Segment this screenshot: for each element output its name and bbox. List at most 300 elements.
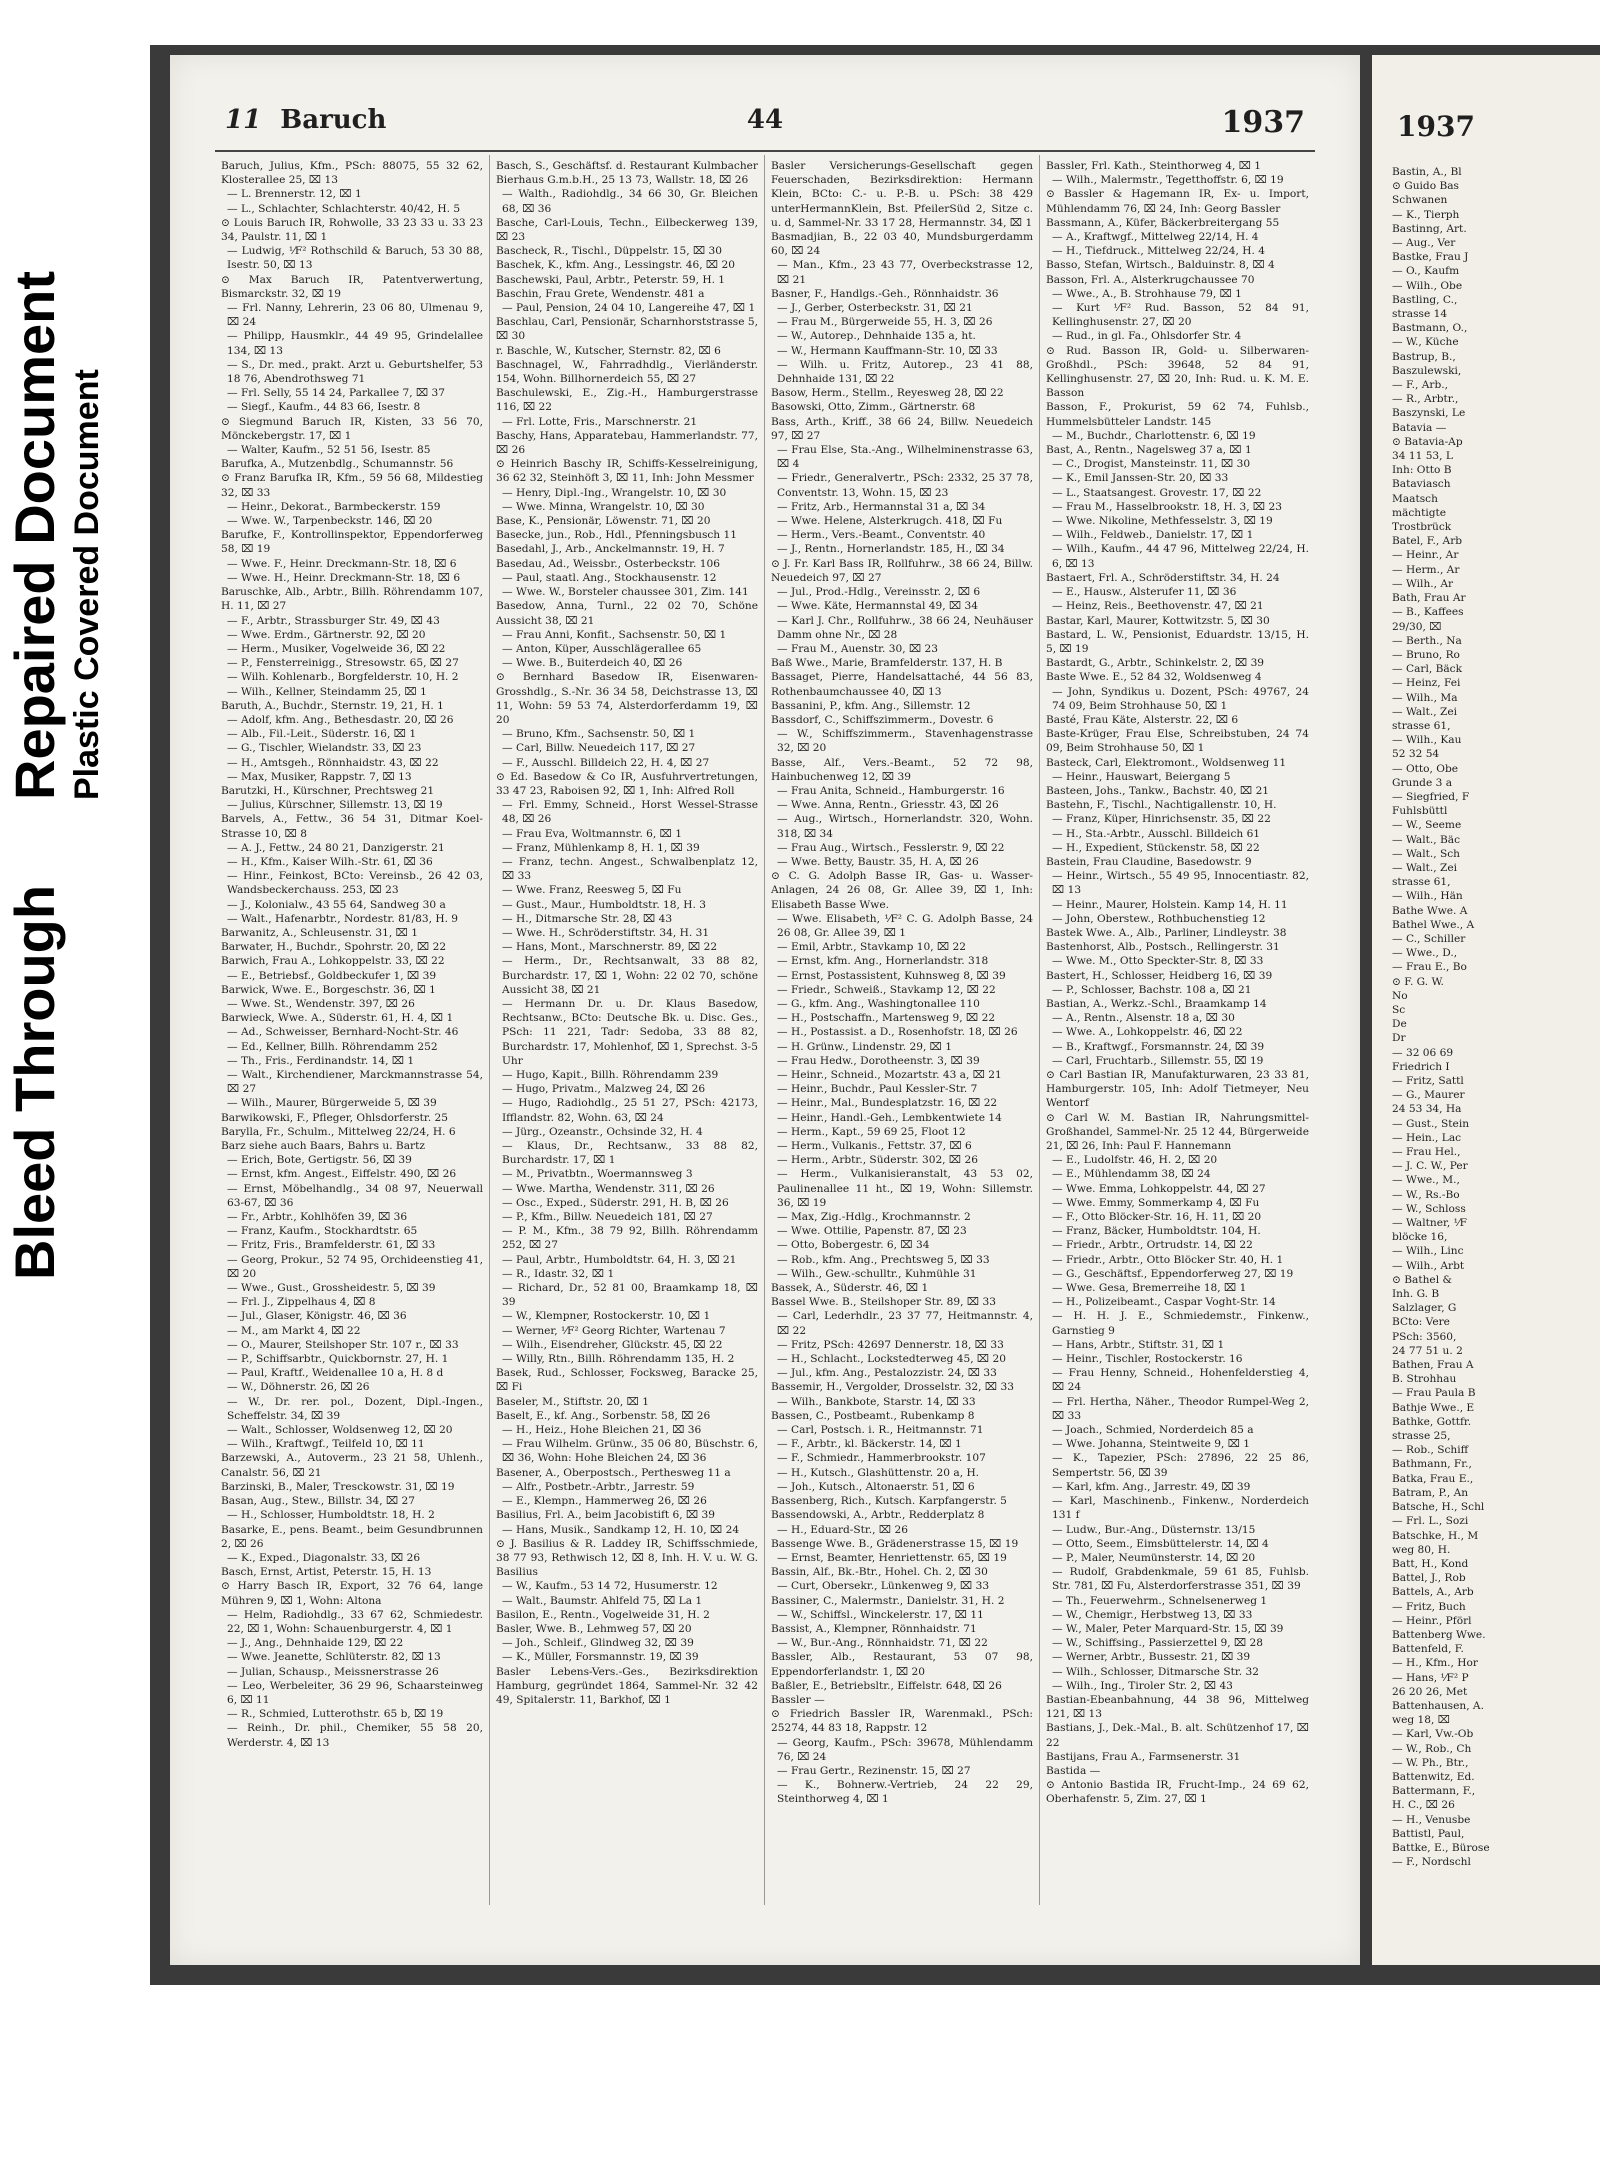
next-page-line: weg 18, ⌧ (1392, 1714, 1450, 1727)
directory-entry: Barzinski, B., Maler, Tresckowstr. 31, ⌧ 19 (221, 1480, 455, 1493)
directory-entry: Bastert, H., Schlosser, Heidberg 16, ⌧ 39 (1046, 969, 1273, 982)
directory-entry: — Otto, Bobergestr. 6, ⌧ 34 (777, 1239, 930, 1252)
directory-entry: Barwieck, Wwe. A., Süderstr. 61, H. 4, ⌧ 1 (221, 1012, 454, 1025)
directory-entry: — Fritz, Fris., Bramfelderstr. 61, ⌧ 33 (227, 1239, 436, 1252)
next-page-line: Battels, A., Arb (1392, 1586, 1474, 1599)
directory-entry: Bastenhorst, Alb., Postsch., Rellingerstr. 31 (1046, 941, 1280, 954)
directory-entry: — W., Klempner, Rostockerstr. 10, ⌧ 1 (502, 1310, 711, 1323)
directory-entry: — Walt., Kirchendiener, Marckmannstrasse 54, ⌧ 27 (227, 1069, 483, 1096)
directory-entry: — Wwe. Martha, Wendenstr. 311, ⌧ 26 (502, 1182, 715, 1195)
directory-entry: — Frau Gertr., Rezinenstr. 15, ⌧ 27 (777, 1764, 971, 1777)
directory-entry: — Franz, techn. Angest., Schwalbenplatz 12, ⌧ 33 (502, 855, 758, 883)
directory-entry: Bastar, Karl, Maurer, Kottwitzstr. 5, ⌧ 30 (1046, 614, 1270, 627)
directory-entry: — Wilh., Gew.-schulltr., Kuhmühle 31 (777, 1267, 977, 1280)
directory-entry: — H., Eduard-Str., ⌧ 26 (777, 1523, 908, 1536)
directory-entry: Basener, A., Oberpostsch., Perthesweg 11 a (496, 1466, 731, 1479)
directory-entry: — Hans, Musik., Sandkamp 12, H. 10, ⌧ 24 (502, 1523, 740, 1536)
directory-entry: — Hinr., Feinkost, BCto: Vereinsb., 26 42 03, Wandsbeckerchauss. 253, ⌧ 23 (227, 870, 483, 897)
directory-entry: — E., Klempn., Hammerweg 26, ⌧ 26 (502, 1495, 707, 1508)
directory-entry: — H., Postschaffn., Martensweg 9, ⌧ 22 (777, 1012, 996, 1025)
next-page-line: 34 11 53, L (1392, 450, 1453, 463)
directory-entry: Basowski, Otto, Zimm., Gärtnerstr. 68 (771, 401, 976, 414)
directory-entry: — Ernst, Beamter, Henriettenstr. 65, ⌧ 19 (777, 1551, 1007, 1564)
next-page-line: — Rob., Schiff (1392, 1444, 1469, 1457)
next-page-line: — Fritz, Buch (1392, 1600, 1466, 1613)
next-page-line: — Heinz, Fei (1392, 677, 1461, 690)
next-page-line: — Wilh., Ar (1392, 577, 1454, 590)
directory-entry: Barwater, H., Buchdr., Spohrstr. 20, ⌧ 22 (221, 941, 447, 954)
directory-entry: — Heinr., Dekorat., Barmbeckerstr. 159 (227, 500, 441, 513)
directory-entry: — Heinr., Schneid., Mozartstr. 43 a, ⌧ 21 (777, 1069, 1002, 1081)
directory-entry: — P. M., Kfm., 38 79 92, Billh. Röhrendamm 252, ⌧ 27 (502, 1225, 758, 1252)
directory-entry: — Walt., Schlosser, Woldsenweg 12, ⌧ 20 (227, 1424, 453, 1437)
directory-entry: Baste Wwe. E., 52 84 32, Woldsenweg 4 (1046, 671, 1262, 684)
directory-entry: ⊙ Louis Baruch IR, Rohwolle, 33 23 33 u. 33 23 34, Paulstr. 11, ⌧ 1 (221, 216, 483, 244)
directory-entry: — Alb., Fil.-Leit., Süderstr. 16, ⌧ 1 (227, 728, 417, 741)
next-page-line: Battistl, Paul, (1392, 1827, 1465, 1840)
directory-entry: — Max, Musiker, Rappstr. 7, ⌧ 13 (227, 770, 412, 783)
directory-entry: Bassiner, C., Malermstr., Danielstr. 31, H. 2 (771, 1594, 1005, 1607)
directory-entry: — Walth., Radiohdlg., 34 66 30, Gr. Bleichen 68, ⌧ 36 (502, 188, 758, 215)
directory-entry: — B., Kraftwgf., Forsmannstr. 24, ⌧ 39 (1052, 1040, 1265, 1053)
directory-entry: Basche, Carl-Louis, Techn., Eilbeckerweg 139, ⌧ 23 (496, 216, 758, 244)
directory-entry: Baruch, Julius, Kfm., PSch: 88075, 55 32 62, Klosterallee 25, ⌧ 13 (221, 160, 483, 187)
directory-entry: — W., Kaufm., 53 14 72, Husumerstr. 12 (502, 1580, 718, 1593)
page-number: 44 (746, 105, 784, 135)
directory-entry: — L. Brennerstr. 12, ⌧ 1 (227, 188, 362, 201)
directory-entry: — Leo, Werbeleiter, 36 29 96, Schaarsteinweg 6, ⌧ 11 (227, 1679, 483, 1706)
directory-entry: — P., Fensterreinigg., Stresowstr. 65, ⌧ 27 (227, 657, 459, 670)
directory-entry: — Hugo, Radiohdlg., 25 51 27, PSch: 42173, Ifflandstr. 82, Wohn. 63, ⌧ 24 (502, 1097, 758, 1124)
directory-entry: ⊙ Heinrich Baschy IR, Schiffs-Kesselreinigung, 36 62 32, Steinhöft 3, ⌧ 11, Inh: John Messmer (496, 458, 758, 485)
directory-entry: — Rob., kfm. Ang., Prechtsweg 5, ⌧ 33 (777, 1253, 990, 1266)
directory-entry: Basek, Rud., Schlosser, Focksweg, Baracke 25, ⌧ Fi (496, 1367, 758, 1394)
directory-entry: — H., Ditmarsche Str. 28, ⌧ 43 (502, 912, 673, 925)
next-page-line: — Heinr., Pförl (1392, 1614, 1472, 1627)
next-page-line: 24 77 51 u. 2 (1392, 1344, 1463, 1357)
next-page-line: Sc (1392, 1003, 1406, 1016)
directory-entry: Basson, Frl. A., Alsterkrugchaussee 70 (1046, 273, 1255, 286)
next-page-line: — Frau E., Bo (1392, 961, 1467, 974)
next-page-line: Bathmann, Fr., (1392, 1458, 1472, 1471)
next-page-line: Battenhausen, A. (1392, 1699, 1484, 1712)
page-header (225, 105, 1305, 143)
header-left (225, 105, 386, 135)
directory-entry: — Wwe. Anna, Rentn., Griesstr. 43, ⌧ 26 (777, 799, 999, 812)
column-3 (765, 155, 1040, 1905)
directory-entry: — Wwe. Jeanette, Schlüterstr. 82, ⌧ 13 (227, 1651, 441, 1664)
next-page-line: Batram, P., An (1392, 1486, 1469, 1499)
directory-entry: — Wilh., Kraftwgf., Teilfeld 10, ⌧ 11 (227, 1438, 425, 1451)
directory-entry: ⊙ J. Basilius & R. Laddey IR, Schiffsschmiede, 38 77 93, Rethwisch 12, ⌧ 8, Inh. H. V. u. W. G. Basilius (496, 1537, 758, 1579)
directory-entry: Basteck, Carl, Elektromont., Woldsenweg 11 (1046, 756, 1287, 769)
directory-entry: Bastijans, Frau A., Farmsenerstr. 31 (1046, 1750, 1241, 1763)
next-page-line: — W. Ph., Btr., (1392, 1756, 1469, 1769)
directory-entry: — Wilh., Bankbote, Starstr. 14, ⌧ 33 (777, 1395, 976, 1408)
next-page-line: strasse 61, (1392, 876, 1451, 889)
next-page-line: Bataviasch (1392, 478, 1451, 491)
next-page-line: — Berth., Na (1392, 634, 1462, 647)
scanned-page-area (150, 45, 1600, 1985)
directory-entry: Barwikowski, F., Pfleger, Ohlsdorferstr. 25 (221, 1111, 449, 1124)
directory-entry: — Wwe. St., Wendenstr. 397, ⌧ 26 (227, 997, 415, 1010)
directory-entry: — Heinr., Tischler, Rostockerstr. 16 (1052, 1353, 1243, 1366)
directory-entry: — F., Arbtr., kl. Bäckerstr. 14, ⌧ 1 (777, 1438, 962, 1451)
directory-entry: — A., Kraftwgf., Mittelweg 22/14, H. 4 (1052, 231, 1259, 244)
directory-entry: — Max, Zig.-Hdlg., Krochmannstr. 2 (777, 1211, 971, 1224)
directory-columns (215, 155, 1315, 1905)
directory-entry: Bassler — (771, 1693, 825, 1706)
directory-entry: Basarke, E., pens. Beamt., beim Gesundbrunnen 2, ⌧ 26 (221, 1523, 483, 1550)
directory-entry: — Wwe. Nikoline, Methfesselstr. 3, ⌧ 19 (1052, 515, 1273, 528)
directory-entry: — Paul, Arbtr., Humboldtstr. 64, H. 3, ⌧ 21 (502, 1253, 737, 1266)
next-page-line: — O., Kaufm (1392, 265, 1460, 278)
next-page-line: — H., Venusbe (1392, 1813, 1471, 1826)
next-page-line: — J. C. W., Per (1392, 1160, 1468, 1173)
directory-entry: — Hugo, Privatm., Malzweg 24, ⌧ 26 (502, 1083, 706, 1096)
directory-entry: Bastein, Frau Claudine, Basedowstr. 9 (1046, 855, 1252, 868)
next-page-line: — Heinr., Ar (1392, 549, 1459, 562)
next-page-line: — W., Rob., Ch (1392, 1742, 1472, 1755)
directory-entry: Bascheck, R., Tischl., Düppelstr. 15, ⌧ 30 (496, 245, 723, 258)
directory-entry: — Hans, Mont., Marschnerstr. 89, ⌧ 22 (502, 941, 718, 954)
next-page-line: — Aug., Ver (1392, 237, 1456, 250)
directory-entry: Basner, F., Handlgs.-Geh., Rönnhaidstr. 36 (771, 287, 999, 300)
next-page-line: — Wilh., Hän (1392, 890, 1463, 903)
directory-entry: — Wwe. Betty, Baustr. 35, H. A, ⌧ 26 (777, 855, 979, 868)
directory-entry: — Friedr., Generalvertr., PSch: 2332, 25 37 78, Conventstr. 13, Wohn. 15, ⌧ 23 (777, 472, 1033, 499)
directory-entry: — H., Schlacht., Lockstedterweg 45, ⌧ 20 (777, 1353, 1006, 1366)
directory-entry: Baruschke, Alb., Arbtr., Billh. Röhrendamm 107, H. 11, ⌧ 27 (221, 586, 483, 613)
directory-entry: — Frau Henny, Schneid., Hohenfelderstieg 4, ⌧ 24 (1052, 1367, 1309, 1394)
directory-entry: — K., Exped., Diagonalstr. 33, ⌧ 26 (227, 1551, 421, 1564)
directory-entry: — Frau Anita, Schneid., Hamburgerstr. 16 (777, 784, 1005, 797)
directory-entry: Baschnagel, W., Fahrradhdlg., Vierländerstr. 154, Wohn. Billhornerdeich 55, ⌧ 27 (496, 358, 758, 386)
directory-entry: Basso, Stefan, Wirtsch., Balduinstr. 8, ⌧ 4 (1046, 259, 1275, 272)
directory-entry: ⊙ Bernhard Basedow IR, Eisenwaren-Grosshdlg., S.-Nr. 36 34 58, Deichstrasse 13, ⌧ 11, Wohn: 59 53 74, Alsterdorferdamm 19, ⌧ 20 (496, 671, 758, 726)
next-page-line: BCto: Vere (1392, 1316, 1450, 1329)
directory-entry: Basedow, Anna, Turnl., 22 02 70, Schöne Aussicht 38, ⌧ 21 (496, 600, 758, 627)
directory-entry: — Paul, staatl. Ang., Stockhausenstr. 12 (502, 571, 717, 584)
directory-entry: — Wwe. Elisabeth, ⅟F² C. G. Adolph Basse, 24 26 08, Gr. Allee 39, ⌧ 1 (777, 912, 1033, 939)
directory-entry: — Joh., Schleif., Glindweg 32, ⌧ 39 (502, 1637, 694, 1650)
directory-entry: — Wilh., Maurer, Bürgerweide 5, ⌧ 39 (227, 1097, 437, 1110)
directory-entry: — Wwe. B., Buiterdeich 40, ⌧ 26 (502, 657, 683, 670)
next-page-line: — Waltner, ⅟F (1392, 1217, 1467, 1230)
directory-entry: — Adolf, kfm. Ang., Bethesdastr. 20, ⌧ 26 (227, 713, 454, 726)
next-page-line: Baszulewski, (1392, 364, 1462, 377)
directory-entry: — Friedr., Schweiß., Stavkamp 12, ⌧ 22 (777, 983, 996, 996)
directory-entry: Basan, Aug., Stew., Billstr. 34, ⌧ 27 (221, 1495, 416, 1508)
directory-entry: — M., am Markt 4, ⌧ 22 (227, 1324, 361, 1337)
directory-entry: Bassin, Alf., Bk.-Btr., Hohel. Ch. 2, ⌧ 30 (771, 1566, 988, 1579)
directory-entry: — Gust., Maur., Humboldtstr. 18, H. 3 (502, 898, 706, 911)
next-page-line: — Hans, ⅟F² P (1392, 1671, 1469, 1684)
next-page-line: — Frl. L., Sozi (1392, 1515, 1469, 1528)
next-page-line: ⊙ Batavia-Ap (1392, 435, 1463, 448)
directory-entry: — Wwe. Gesa, Bremerreihe 18, ⌧ 1 (1052, 1282, 1247, 1295)
next-page-line: Bath, Frau Ar (1392, 592, 1466, 605)
directory-entry: — H., Heiz., Hohe Bleichen 21, ⌧ 36 (502, 1424, 702, 1437)
next-page-line: Salzlager, G (1392, 1302, 1457, 1315)
directory-entry: — R., Idastr. 32, ⌧ 1 (502, 1267, 615, 1280)
directory-entry: — Wwe. Erdm., Gärtnerstr. 92, ⌧ 20 (227, 628, 426, 641)
directory-entry: — Ernst, Möbelhandlg., 34 08 97, Neuerwall 63-67, ⌧ 36 (227, 1182, 483, 1209)
directory-entry: — Jul., Prod.-Hdlg., Vereinsstr. 2, ⌧ 6 (777, 586, 981, 599)
directory-entry: — Philipp, Hausmklr., 44 49 95, Grindelallee 134, ⌧ 13 (227, 330, 483, 357)
directory-page (170, 55, 1360, 1965)
next-page-line: — W., Seeme (1392, 819, 1462, 832)
directory-entry: — Frau M., Auenstr. 30, ⌧ 23 (777, 642, 938, 655)
next-page-line: ⊙ F. G. W. (1392, 975, 1444, 988)
directory-entry: — W., Schiffsl., Winckelerstr. 17, ⌧ 11 (777, 1608, 984, 1621)
directory-entry: — J., Ang., Dehnhaide 129, ⌧ 22 (227, 1637, 404, 1650)
directory-entry: Bassist, A., Klempner, Rönnhaidstr. 71 (771, 1622, 977, 1635)
directory-entry: — Wwe. Käte, Hermannstal 49, ⌧ 34 (777, 600, 979, 613)
directory-entry: ⊙ Carl Bastian IR, Manufakturwaren, 23 33 81, Hamburgerstr. 105, Inh: Adolf Tietmeyer, Neu Wentorf (1046, 1069, 1309, 1110)
next-page-line: Battenfeld, F. (1392, 1643, 1464, 1656)
directory-entry: — F., Schmiedr., Hammerbrookstr. 107 (777, 1452, 986, 1465)
directory-entry: — Frau Wilhelm. Grünw., 35 06 80, Büschstr. 6, ⌧ 36, Wohn: Hohe Bleichen 24, ⌧ 36 (502, 1438, 758, 1465)
directory-entry: — Herm., Kapt., 59 69 25, Floot 12 (777, 1125, 966, 1138)
directory-entry: ⊙ Ed. Basedow & Co IR, Ausfuhrvertretungen, 33 47 23, Raboisen 92, ⌧ 1, Inh: Alfred Roll (496, 770, 758, 797)
next-page-line: — Frau Paula B (1392, 1387, 1476, 1400)
directory-entry: — Wwe. Emmy, Sommerkamp 4, ⌧ Fu (1052, 1196, 1260, 1209)
directory-entry: — Fritz, PSch: 42697 Dennerstr. 18, ⌧ 33 (777, 1338, 1004, 1351)
directory-entry: — Fr., Arbtr., Kohlhöfen 39, ⌧ 36 (227, 1211, 408, 1224)
directory-entry: — Frl. Hertha, Näher., Theodor Rumpel-Weg 2, ⌧ 33 (1052, 1395, 1309, 1422)
directory-entry: — Jul., Glaser, Königstr. 46, ⌧ 36 (227, 1310, 407, 1323)
next-page-line: — Wwe., D., (1392, 947, 1458, 960)
directory-entry: — C., Drogist, Mansteinstr. 11, ⌧ 30 (1052, 458, 1251, 471)
directory-entry: Bassenge Wwe. B., Grädenerstrasse 15, ⌧ 19 (771, 1537, 1019, 1550)
next-page-line: 29/30, ⌧ (1392, 620, 1442, 633)
directory-entry: — A. J., Fettw., 24 80 21, Danzigerstr. 21 (227, 841, 445, 854)
directory-entry: — H., Sta.-Arbtr., Ausschl. Billdeich 61 (1052, 827, 1261, 840)
directory-entry: — J., Kolonialw., 43 55 64, Sandweg 30 a (227, 898, 446, 911)
next-page-line: — Walt., Sch (1392, 847, 1461, 860)
next-page-line: Grunde 3 a (1392, 776, 1453, 789)
next-page-line: Battenwitz, Ed. (1392, 1770, 1475, 1783)
directory-entry: — Joh., Kutsch., Altonaerstr. 51, ⌧ 6 (777, 1480, 975, 1493)
next-page-line: — Wilh., Kau (1392, 734, 1462, 747)
directory-entry: — J., Gerber, Osterbeckstr. 31, ⌧ 21 (777, 302, 973, 315)
directory-entry: Base, K., Pensionär, Löwenstr. 71, ⌧ 20 (496, 515, 711, 528)
directory-entry: Bast, A., Rentn., Nagelsweg 37 a, ⌧ 1 (1046, 444, 1252, 457)
directory-entry: Basow, Herm., Stellm., Reyesweg 28, ⌧ 22 (771, 387, 1004, 400)
directory-entry: Baseler, M., Stiftstr. 20, ⌧ 1 (496, 1395, 649, 1408)
directory-entry: — Frau Hedw., Dorotheenstr. 3, ⌧ 39 (777, 1054, 980, 1067)
directory-entry: ⊙ Siegmund Baruch IR, Kisten, 33 56 70, Mönckebergstr. 17, ⌧ 1 (221, 415, 483, 442)
next-page-line: — Bruno, Ro (1392, 648, 1460, 661)
next-page-line: Bathen, Frau A (1392, 1359, 1474, 1372)
directory-entry: — P., Schlosser, Bachstr. 108 a, ⌧ 21 (1052, 983, 1252, 996)
directory-entry: Basilon, E., Rentn., Vogelweide 31, H. 2 (496, 1608, 710, 1621)
directory-entry: Barylla, Fr., Schulm., Mittelweg 22/24, H. 6 (221, 1125, 456, 1138)
directory-entry: — Wilh., Feldweb., Danielstr. 17, ⌧ 1 (1052, 529, 1254, 542)
directory-entry: Basteen, Johs., Tankw., Bachstr. 40, ⌧ 21 (1046, 784, 1270, 797)
directory-entry: — W., Maler, Peter Marquard-Str. 15, ⌧ 39 (1052, 1622, 1284, 1635)
directory-entry: Bastard, L. W., Pensionist, Eduardstr. 13/15, H. 5, ⌧ 19 (1046, 628, 1309, 655)
next-page-line: Maatsch (1392, 492, 1438, 505)
directory-entry: — Franz, Kaufm., Stockhardtstr. 65 (227, 1225, 418, 1238)
directory-entry: — Jürg., Ozeanstr., Ochsinde 32, H. 4 (502, 1125, 703, 1138)
directory-entry: — Frau Else, Sta.-Ang., Wilhelminenstrasse 63, ⌧ 4 (777, 444, 1033, 471)
directory-entry: Barzewski, A., Autoverm., 23 21 58, Uhlenh., Canalstr. 56, ⌧ 21 (221, 1452, 483, 1479)
directory-entry: Bastardt, G., Arbtr., Schinkelstr. 2, ⌧ 39 (1046, 657, 1265, 670)
directory-entry: — Wwe. W., Borsteler chaussee 301, Zim. 141 (502, 586, 749, 599)
directory-entry: — Wilh., Kellner, Steindamm 25, ⌧ 1 (227, 685, 427, 698)
directory-entry: Basecke, jun., Rob., Hdl., Pfenningsbusch 11 (496, 529, 737, 542)
header-year: 1937 (1221, 105, 1305, 140)
directory-entry: — W., Hermann Kauffmann-Str. 10, ⌧ 33 (777, 344, 998, 357)
directory-entry: — Frau Aug., Wirtsch., Fesslerstr. 9, ⌧ 22 (777, 841, 1005, 854)
directory-entry: — F., Otto Blöcker-Str. 16, H. 11, ⌧ 20 (1052, 1211, 1262, 1224)
next-page-line: ⊙ Bathel & (1392, 1273, 1452, 1286)
directory-entry: Basler Versicherungs-Gesellschaft gegen Feuerschaden, Bezirksdirektion: Hermann Klein, BCto: C.- u. P.-B. u. PSch: 38 429 unterHermannKlein, Bst. PfeilerSüd 2, Sitze c. u. d, Sammel-Nr. 33 17 28, Hermannstr. 34, ⌧ 1 (771, 160, 1033, 229)
next-page-line: Batt, H., Kond (1392, 1557, 1469, 1570)
directory-entry: — Frl. Selly, 55 14 24, Parkallee 7, ⌧ 37 (227, 387, 446, 400)
next-page-line: Battke, E., Bürose (1392, 1841, 1490, 1854)
directory-entry: Barwich, Frau A., Lohkoppelstr. 33, ⌧ 22 (221, 955, 445, 968)
next-page-line: Bathje Wwe., E (1392, 1401, 1475, 1414)
label-repaired-document: Repaired Document (3, 271, 66, 800)
directory-entry: — Frl. Lotte, Fris., Marschnerstr. 21 (502, 415, 698, 428)
next-page-line: PSch: 3560, (1392, 1330, 1457, 1343)
next-page-line: — R., Arbtr., (1392, 393, 1459, 406)
directory-entry: — G., Geschäftsf., Eppendorferweg 27, ⌧ 19 (1052, 1267, 1294, 1280)
directory-entry: ⊙ Antonio Bastida IR, Frucht-Imp., 24 69 62, Oberhafenstr. 5, Zim. 27, ⌧ 1 (1046, 1779, 1309, 1806)
next-page-line: De (1392, 1018, 1407, 1031)
directory-entry: Bastians, J., Dek.-Mal., B. alt. Schützenhof 17, ⌧ 22 (1046, 1722, 1309, 1749)
next-page-line: — W., Rs.-Bo (1392, 1188, 1460, 1201)
next-page-line: Bastrup, B., (1392, 350, 1456, 363)
directory-entry: — Wwe. H., Heinr. Dreckmann-Str. 18, ⌧ 6 (227, 571, 461, 584)
directory-entry: Bassdorf, C., Schiffszimmerm., Dovestr. 6 (771, 713, 994, 726)
directory-entry: — Richard, Dr., 52 81 00, Braamkamp 18, ⌧ 39 (502, 1282, 758, 1309)
directory-entry: — L., Staatsangest. Grovestr. 17, ⌧ 22 (1052, 486, 1262, 499)
next-page-line: — Siegfried, F (1392, 790, 1470, 803)
next-page-line: — Wilh., Obe (1392, 279, 1463, 292)
directory-entry: — Ernst, kfm. Angest., Eiffelstr. 490, ⌧ 26 (227, 1168, 457, 1181)
directory-entry: — Jul., kfm. Ang., Pestalozzistr. 24, ⌧ 33 (777, 1367, 997, 1380)
column-1 (215, 155, 490, 1905)
directory-entry: — Ludw., Bur.-Ang., Düsternstr. 13/15 (1052, 1523, 1256, 1536)
directory-entry: — Klaus, Dr., Rechtsanw., 33 88 82, Burchardstr. 17, ⌧ 1 (502, 1140, 758, 1167)
directory-entry: — Friedr., Arbtr., Ortrudstr. 14, ⌧ 22 (1052, 1239, 1253, 1252)
directory-entry: — Emil, Arbtr., Stavkamp 10, ⌧ 22 (777, 941, 967, 954)
directory-entry: — Siegf., Kaufm., 44 83 66, Isestr. 8 (227, 401, 421, 414)
directory-entry: — Wilh., Kaufm., 44 47 96, Mittelweg 22/24, H. 6, ⌧ 13 (1052, 543, 1309, 570)
directory-entry: Bastida — (1046, 1764, 1101, 1777)
next-page-line: Trostbrück (1392, 521, 1452, 534)
directory-entry: Basedau, Ad., Weissbr., Osterbeckstr. 106 (496, 557, 720, 570)
directory-entry: — Heinr., Maurer, Holstein. Kamp 14, H. 11 (1052, 898, 1288, 911)
next-page-line: Inh. G. B (1392, 1288, 1440, 1301)
directory-entry: — Wwe. Johanna, Steintweite 9, ⌧ 1 (1052, 1438, 1251, 1451)
directory-entry: — K., Müller, Forsmannstr. 19, ⌧ 39 (502, 1651, 699, 1664)
next-page-line: Bathel Wwe., A (1392, 918, 1475, 931)
next-page-line: — B., Kaffees (1392, 606, 1464, 619)
directory-entry: — W., Autorep., Dehnhaide 135 a, ht. (777, 330, 976, 343)
directory-entry: — Heinr., Mal., Bundesplatzstr. 16, ⌧ 22 (777, 1097, 998, 1110)
next-page-line: Fuhlsbüttl (1392, 805, 1448, 818)
directory-entry: — M., Buchdr., Charlottenstr. 6, ⌧ 19 (1052, 429, 1256, 442)
next-page-line: — W., Schloss (1392, 1202, 1466, 1215)
directory-entry: — P., Schiffsarbtr., Quickbornstr. 27, H. 1 (227, 1353, 449, 1366)
next-page-line: blöcke 16, (1392, 1231, 1448, 1244)
directory-entry: — Walt., Baumstr. Ahlfeld 75, ⌧ La 1 (502, 1594, 703, 1607)
directory-entry: — W., Schiffszimmerm., Stavenhagenstrasse 32, ⌧ 20 (777, 728, 1033, 755)
next-page-fragment (1372, 55, 1600, 1965)
directory-entry: Bassaget, Pierre, Handelsattaché, 44 56 83, Rothenbaumchaussee 40, ⌧ 13 (771, 671, 1033, 698)
directory-entry: — Wwe. Franz, Reesweg 5, ⌧ Fu (502, 884, 682, 897)
directory-entry: — Herm., Dr., Rechtsanwalt, 33 88 82, Burchardstr. 17, ⌧ 1, Wohn: 22 02 70, schöne Aussicht 38, ⌧ 21 (502, 955, 758, 996)
label-plastic-covered: Plastic Covered Document (68, 369, 106, 800)
directory-entry: Baruth, A., Buchdr., Sternstr. 19, 21, H. 1 (221, 699, 444, 712)
directory-entry: — A., Rentn., Alsenstr. 18 a, ⌧ 30 (1052, 1012, 1235, 1025)
directory-entry: — M., Privatbtn., Woermannsweg 3 (502, 1168, 693, 1181)
next-page-line: Bastke, Frau J (1392, 251, 1469, 264)
directory-entry: — Th., Fris., Ferdinandstr. 14, ⌧ 1 (227, 1054, 415, 1067)
directory-entry: — K., Emil Janssen-Str. 20, ⌧ 33 (1052, 472, 1229, 485)
directory-entry: ⊙ Bassler & Hagemann IR, Ex- u. Import, Mühlendamm 76, ⌧ 24, Inh: Georg Bassler (1046, 188, 1309, 215)
next-page-line: ⊙ Guido Bas (1392, 180, 1459, 193)
directory-entry: — Joach., Schmied, Norderdeich 85 a (1052, 1424, 1254, 1437)
directory-entry: — Osc., Exped., Süderstr. 291, H. B, ⌧ 26 (502, 1196, 729, 1209)
directory-entry: — Wwe. Emma, Lohkoppelstr. 44, ⌧ 27 (1052, 1182, 1266, 1195)
directory-entry: — H. H. J. E., Schmiedemstr., Finkenw., Garnstieg 9 (1052, 1310, 1309, 1337)
next-page-line: Bastling, C., (1392, 293, 1458, 306)
directory-entry: — H., Schlosser, Humboldtstr. 18, H. 2 (227, 1509, 435, 1522)
directory-entry: — Herm., Vers.-Beamt., Conventstr. 40 (777, 529, 986, 542)
directory-entry: Basedahl, J., Arb., Anckelmannstr. 19, H. 7 (496, 543, 725, 556)
next-page-line: Dr (1392, 1032, 1406, 1045)
directory-entry: ⊙ Rud. Basson IR, Gold- u. Silberwaren-Großhdl., PSch: 39648, 52 84 91, Kellinghusenstr. 27, ⌧ 20, Inh: Rud. u. K. M. E. Basson (1046, 344, 1309, 400)
directory-entry: — Fritz, Arb., Hermannstal 31 a, ⌧ 34 (777, 500, 986, 513)
directory-entry: Basch, S., Geschäftsf. d. Restaurant Kulmbacher Bierhaus G.m.b.H., 25 13 73, Wallstr. 18, ⌧ 26 (496, 160, 758, 187)
directory-entry: — Wwe., A., B. Strohhause 79, ⌧ 1 (1052, 287, 1242, 300)
directory-entry: — Frau Anni, Konfit., Sachsenstr. 50, ⌧ 1 (502, 628, 727, 641)
directory-entry: — Wilh., Ing., Tiroler Str. 2, ⌧ 43 (1052, 1679, 1233, 1692)
next-page-line: — 32 06 69 (1392, 1046, 1454, 1059)
directory-entry: ⊙ Friedrich Bassler IR, Warenmakl., PSch: 25274, 44 83 18, Rappstr. 12 (771, 1708, 1033, 1735)
directory-entry: Bastehn, F., Tischl., Nachtigallenstr. 10, H. (1046, 799, 1277, 812)
directory-entry: — Kurt ⅟F² Rud. Basson, 52 84 91, Kellinghusenstr. 27, ⌧ 20 (1052, 302, 1309, 329)
directory-entry: — Carl, Lederhdlr., 23 37 77, Heitmannstr. 4, ⌧ 22 (777, 1310, 1033, 1337)
directory-entry: — H., Postassist. a D., Rosenhofstr. 18, ⌧ 26 (777, 1026, 1018, 1039)
directory-entry: — K., Tapezier, PSch: 27896, 22 25 86, Sempertstr. 56, ⌧ 39 (1052, 1452, 1309, 1479)
directory-entry: — Ludwig, ⅟F² Rothschild & Baruch, 53 30 88, Isestr. 50, ⌧ 13 (227, 245, 483, 272)
next-page-line: Baszynski, Le (1392, 407, 1466, 420)
directory-entry: — Hermann Dr. u. Dr. Klaus Basedow, Rechtsanw., BCto: Deutsche Bk. u. Disc. Ges., PSch: 11 221, Tadr: Sedoba, 33 88 82, Burchardstr. 17, Mohlenhof, ⌧ 1, Sprechst. 3-5 Uhr (502, 997, 758, 1067)
directory-entry: Basse, Alf., Vers.-Beamt., 52 72 98, Hainbuchenweg 12, ⌧ 39 (771, 756, 1033, 783)
directory-entry: — G., Tischler, Wielandstr. 33, ⌧ 23 (227, 742, 422, 755)
directory-entry: — P., Maler, Neumünsterstr. 14, ⌧ 20 (1052, 1551, 1256, 1564)
directory-entry: — Willy, Rtn., Billh. Röhrendamm 135, H. 2 (502, 1353, 735, 1366)
next-page-line: — Otto, Obe (1392, 762, 1459, 775)
directory-entry: — Otto, Seem., Eimsbüttelerstr. 14, ⌧ 4 (1052, 1537, 1269, 1550)
directory-entry: Bassek, A., Süderstr. 46, ⌧ 1 (771, 1282, 929, 1295)
directory-entry: — Carl, Fruchtarb., Sillemstr. 55, ⌧ 19 (1052, 1054, 1264, 1067)
directory-entry: ⊙ J. Fr. Karl Bass IR, Rollfuhrw., 38 66 24, Billw. Neuedeich 97, ⌧ 27 (771, 557, 1033, 584)
directory-entry: — F., Ausschl. Billdeich 22, H. 4, ⌧ 27 (502, 756, 710, 769)
directory-entry: — Wwe. Minna, Wrangelstr. 10, ⌧ 30 (502, 500, 705, 513)
directory-entry: — Wilh., Schlosser, Ditmarsche Str. 32 (1052, 1665, 1259, 1678)
directory-entry: — Wilh. Kohlenarb., Borgfelderstr. 10, H. 2 (227, 671, 459, 684)
next-page-line: strasse 61, (1392, 719, 1451, 732)
directory-entry: — Werner, ⅟F² Georg Richter, Wartenau 7 (502, 1324, 726, 1337)
